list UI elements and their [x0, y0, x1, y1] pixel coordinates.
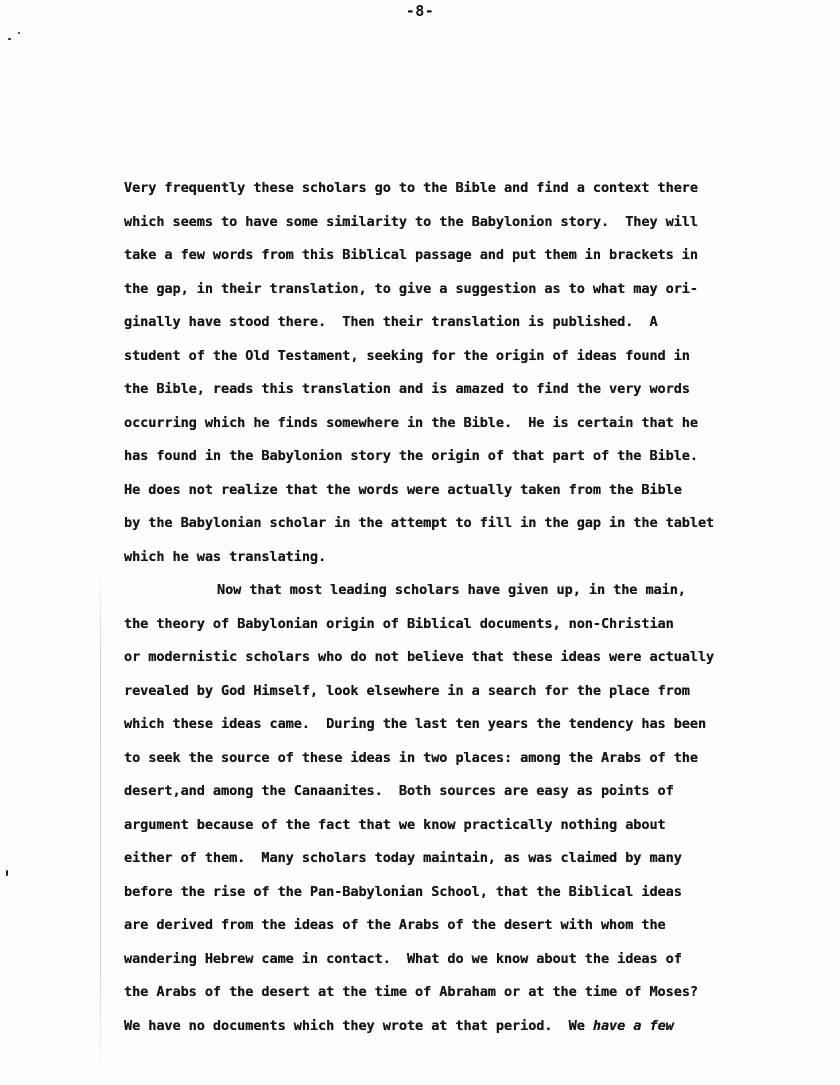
text-line: which these ideas came. During the last ten years the tendency has been: [124, 716, 707, 732]
text-line: the Arabs of the desert at the time of Abraham or at the time of Moses?: [124, 984, 698, 1000]
text-line: revealed by God Himself, look elsewhere in a search for the place from: [124, 682, 690, 699]
text-line: which seems to have some similarity to the Babylonion story. They will: [124, 213, 698, 230]
text-line: which he was translating.: [124, 548, 327, 565]
text-line: before the rise of the Pan-Babylonian School, that the Biblical ideas: [124, 883, 682, 900]
page-edge-shadow: [100, 560, 101, 1085]
text-line: by the Babylonian scholar in the attempt to fill in the gap in the tablet: [124, 515, 715, 531]
text-line: are derived from the ideas of the Arabs of the desert with whom the: [124, 917, 666, 933]
text-line: [124, 1010, 824, 1044]
text-line: either of them. Many scholars today maintain, as was claimed by many: [124, 850, 682, 866]
ink-speck: [18, 32, 20, 34]
text-line: student of the Old Testament, seeking for the origin of ideas found in: [124, 347, 690, 364]
text-line: desert,and among the Canaanites. Both sources are easy as points of: [124, 783, 674, 799]
paragraph-2: [124, 574, 824, 1043]
text-line-segment-italic: have a few: [592, 1017, 674, 1034]
text-line: take a few words from this Biblical passage and put them in brackets in: [124, 247, 698, 263]
text-line: occurring which he finds somewhere in the Bible. He is certain that he: [124, 414, 698, 431]
text-line: the Bible, reads this translation and is amazed to find the very words: [124, 381, 690, 397]
text-line: Very frequently these scholars go to the Bible and find a context there: [124, 180, 698, 196]
text-line-segment: We have no documents which they wrote at that period. We: [124, 1017, 593, 1034]
text-line: the theory of Babylonian origin of Biblical documents, non-Christian: [124, 615, 674, 632]
ink-speck: [6, 870, 8, 876]
text-line: Now that most leading scholars have given up, in the main,: [217, 582, 686, 598]
text-line: wandering Hebrew came in contact. What do we know about the ideas of: [124, 950, 682, 967]
paragraph-1: [124, 172, 824, 574]
text-line: He does not realize that the words were actually taken from the Bible: [124, 481, 682, 498]
body-text: [124, 172, 824, 1043]
text-line: argument because of the fact that we know practically nothing about: [124, 816, 666, 833]
text-line: or modernistic scholars who do not believe that these ideas were actually: [124, 649, 715, 665]
text-line: the gap, in their translation, to give a suggestion as to what may ori-: [124, 280, 698, 297]
page-number: -8-: [405, 2, 435, 20]
text-line: ginally have stood there. Then their translation is published. A: [124, 314, 658, 330]
text-line: to seek the source of these ideas in two places: among the Arabs of the: [124, 749, 698, 766]
text-line: has found in the Babylonion story the origin of that part of the Bible.: [124, 448, 698, 464]
ink-speck: [8, 38, 11, 40]
